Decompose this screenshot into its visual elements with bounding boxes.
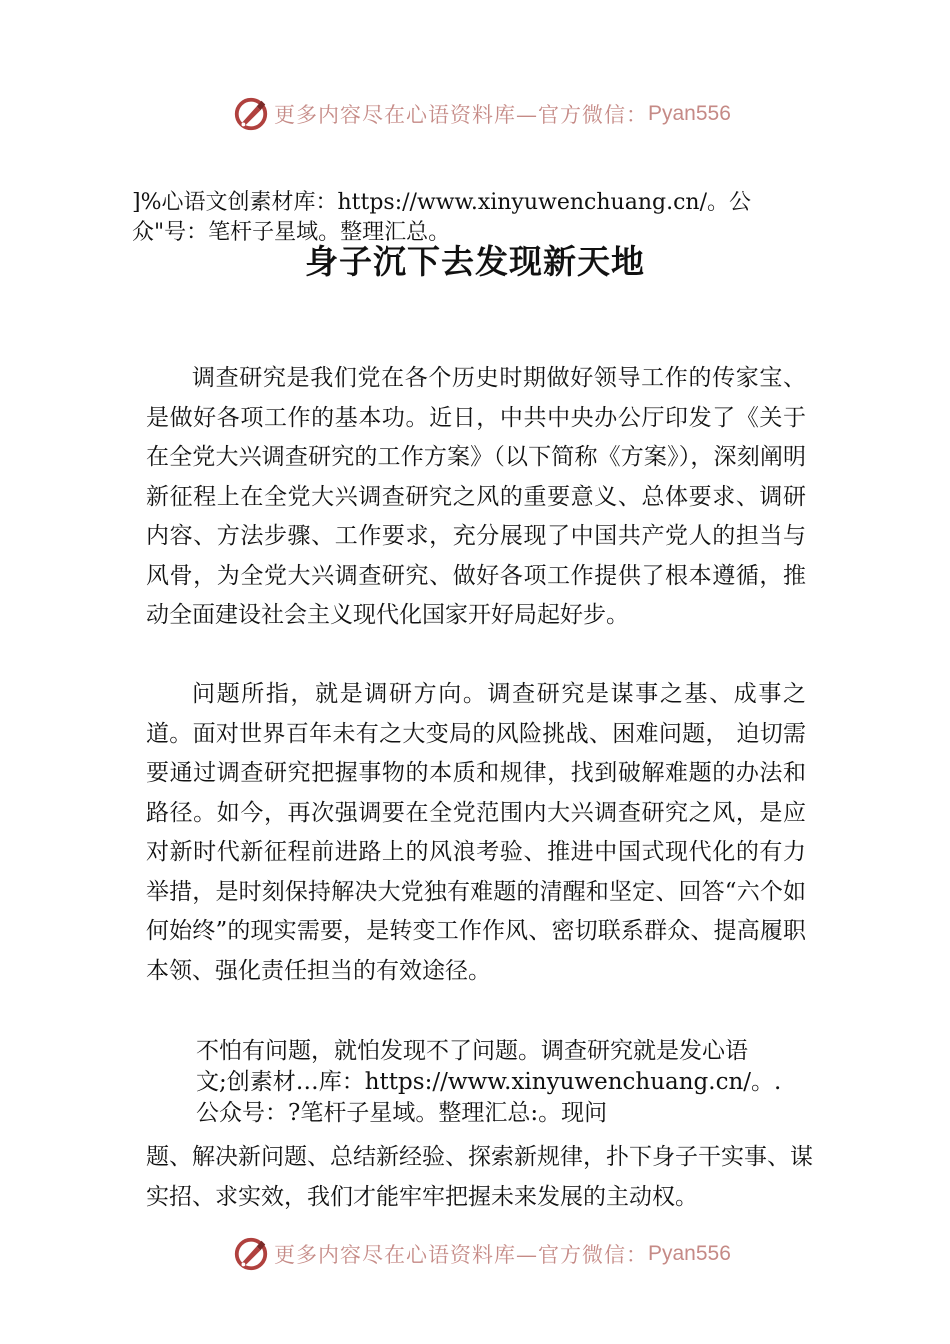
paragraph-3-line-1: 不怕有问题，就怕发现不了问题。调查研究就是发心语 (196, 1038, 748, 1064)
header-banner (232, 94, 731, 134)
banner-text: 更多内容尽在心语资料库—官方微信： (274, 1243, 648, 1267)
page-title: 身子沉下去发现新天地 (305, 242, 645, 281)
pen-logo-icon (232, 95, 270, 133)
banner-wechat-handle: Pyan556 (648, 1242, 731, 1265)
pen-logo-icon (232, 1235, 270, 1273)
footer-banner (232, 1234, 731, 1274)
banner-wechat-handle: Pyan556 (648, 102, 731, 125)
paragraph-1: 调查研究是我们党在各个历史时期做好领导工作的传家宝、是做好各项工作的基本功。近日，中共中央办公厅印发了《关于在全党大兴调查研究的工作方案》（以下简称《方案》），深刻阐明新征程上在全党大兴调查研究之风的重要意义、总体要求、调研内容、方法步骤、工作要求，充分展现了中国共产党人的担当与风骨，为全党大兴调查研究、做好各项工作提供了根本遵循，推动全面建设社会主义现代化国家开好局起好步。 (146, 365, 806, 628)
paragraph-3-line-3: 公众号：?笔杆子星域。整理汇总:。现问 (196, 1100, 608, 1126)
paragraph-2: 问题所指，就是调研方向。调查研究是谋事之基、成事之道。面对世界百年未有之大变局的风险挑战、困难问题， 迫切需要通过调查研究把握事物的本质和规律，找到破解难题的办法和路径。如今，再次强调要在全党范围内大兴调查研究之风，是应对新时代新征程前进路上的风浪考验、推进中国式现代化的有力举措，是时刻保持解决大党独有难题的清醒和坚定、回答“六个如何始终”的现实需要，是转变工作作风、密切联系群众、提高履职本领、强化责任担当的有效途径。 (146, 681, 806, 984)
paragraph-3-rest: 题、解决新问题、总结新经验、探索新规律，扑下身子干实事、谋实招、求实效，我们才能牢牢把握未来发展的主动权。 (146, 1144, 813, 1210)
header-note: ]%心语文创素材库：https://www.xinyuwenchuang.cn/。公众"号：笔杆子星域。整理汇总。 (132, 190, 751, 245)
paragraph-3-line-2: 文;创素材…库：https://www.xinyuwenchuang.cn/。. (196, 1069, 782, 1095)
banner-text: 更多内容尽在心语资料库—官方微信： (274, 103, 648, 127)
